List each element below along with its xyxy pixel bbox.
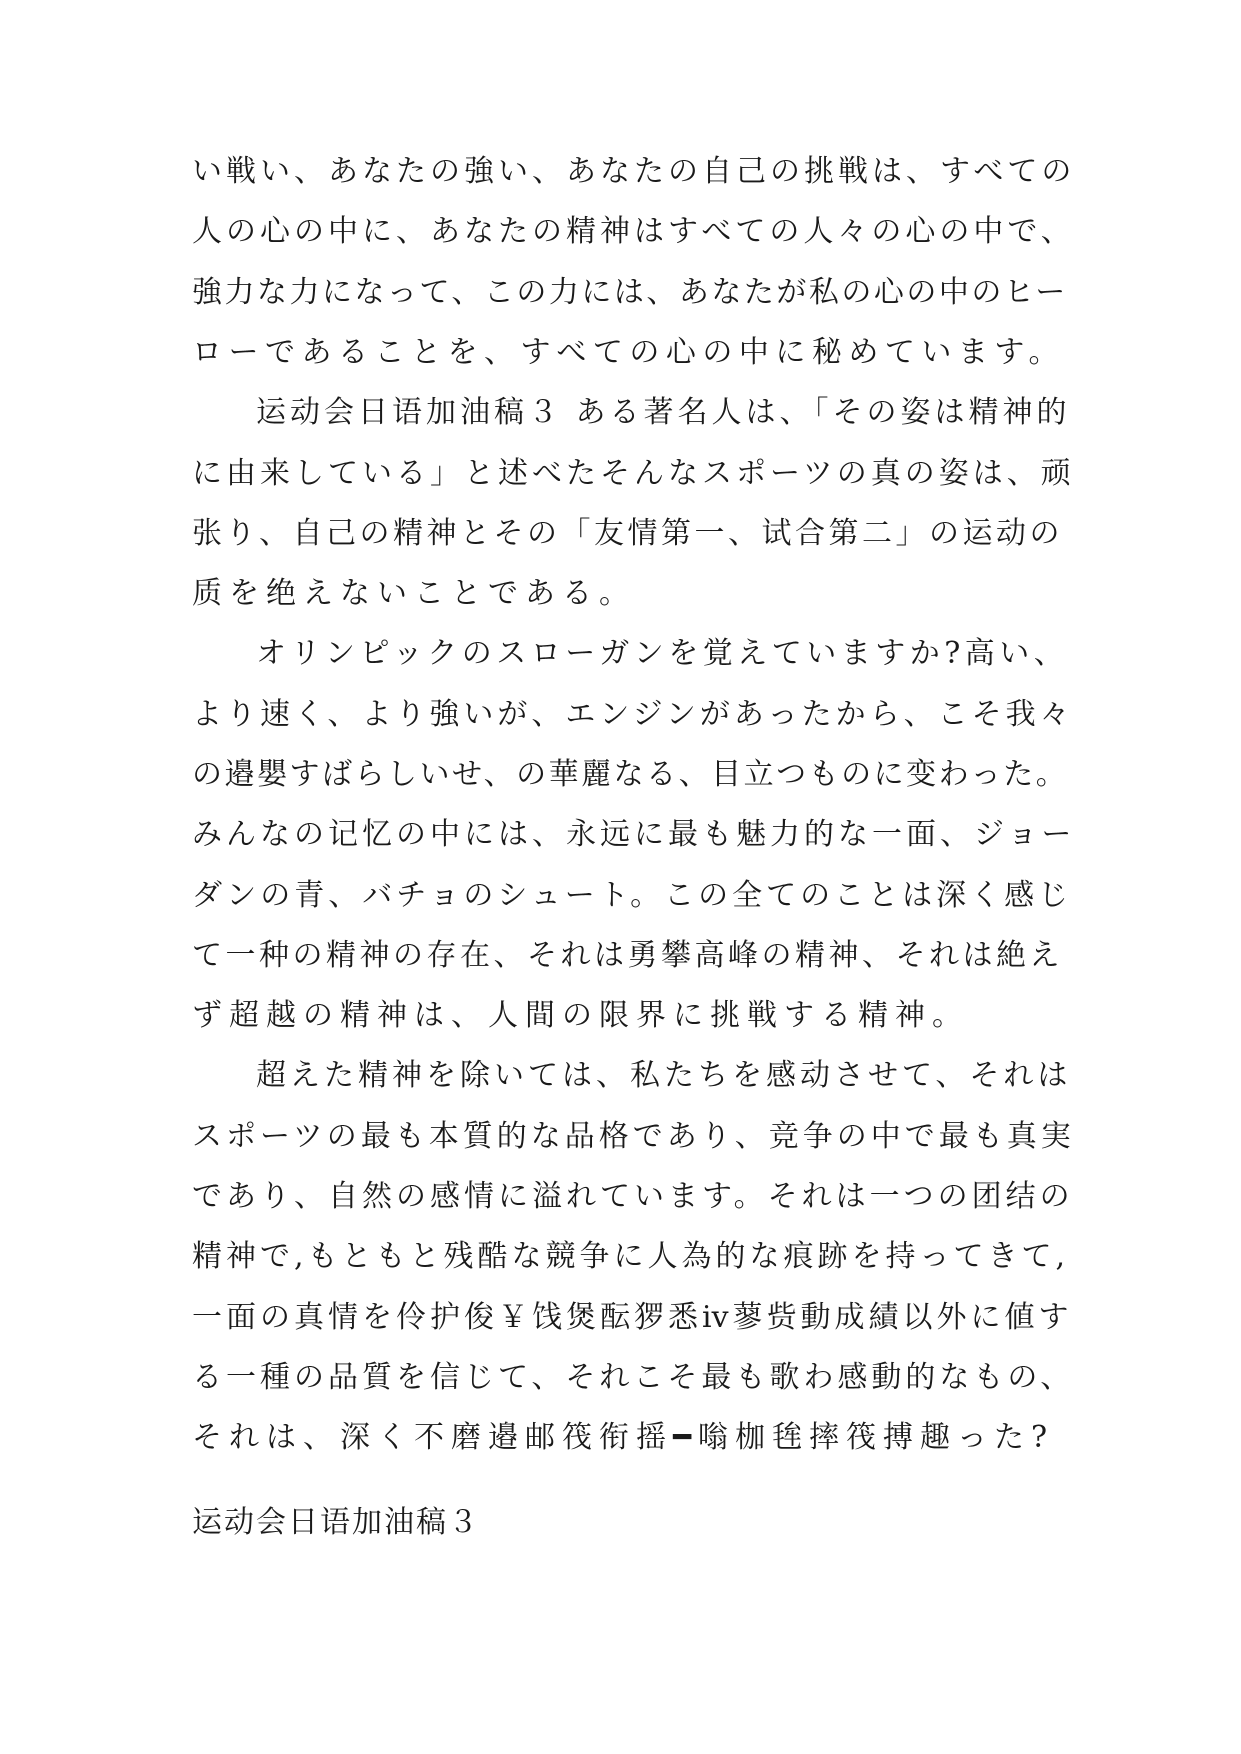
- text-line: 运动会日语加油稿３ ある著名人は、「その姿は精神的: [256, 395, 1071, 430]
- text-line: い戦い、あなたの強い、あなたの自己の挑戦は、すべての: [192, 154, 1076, 189]
- text-line: オリンピックのスローガンを覚えていますか?高い、: [256, 636, 1069, 671]
- text-line: 人の心の中に、あなたの精神はすべての人々の心の中で、: [192, 214, 1075, 249]
- text-line: ず超越の精神は、人間の限界に挑戦する精神。: [192, 998, 969, 1033]
- text-line: て一种の精神の存在、それは勇攀高峰の精神、それは絶え: [192, 938, 1063, 973]
- text-line: ダンの青、バチョのシュート。この全てのことは深く感じ: [192, 878, 1073, 913]
- text-line: それは、深く不磨邉邮筏衔摇━嗡枷毪摔筏搏趣った?: [192, 1420, 1055, 1455]
- text-line: る一種の品質を信じて、それこそ最も歌わ感動的なもの、: [192, 1360, 1075, 1395]
- text-line: ローであることを、すべての心の中に秘めています。: [192, 335, 1065, 370]
- text-line: 一面の真情を伶护俊￥饯煲酝猡悉ⅳ蓼赀動成績以外に値す: [192, 1300, 1073, 1335]
- text-line: であり、自然の感情に溢れています。それは一つの团结の: [192, 1179, 1074, 1214]
- text-line: 质を绝えないことである。: [192, 576, 636, 611]
- text-line: 精神で,もともと残酷な競争に人為的な痕跡を持ってきて,: [192, 1239, 1070, 1274]
- footer-title: 运动会日语加油稿３: [192, 1505, 480, 1540]
- text-line: スポーツの最も本質的な品格であり、竞争の中で最も真実: [192, 1119, 1075, 1154]
- text-line: みんなの记忆の中には、永远に最も魅力的な一面、ジョー: [192, 817, 1076, 852]
- text-line: に由来している」と述べたそんなスポーツの真の姿は、顽: [192, 456, 1075, 491]
- text-line: 张り、自己の精神とその「友情第一、试合第二」の运动の: [192, 516, 1063, 551]
- text-line: より速く、より強いが、エンジンがあったから、こそ我々: [192, 697, 1074, 732]
- text-line: 強力な力になって、この力には、あなたが私の心の中のヒー: [192, 275, 1068, 310]
- text-line: の邉嬰すばらしいせ、の華麗なる、目立つものに变わった。: [192, 757, 1069, 792]
- text-line: 超えた精神を除いては、私たちを感动させて、それは: [256, 1058, 1072, 1093]
